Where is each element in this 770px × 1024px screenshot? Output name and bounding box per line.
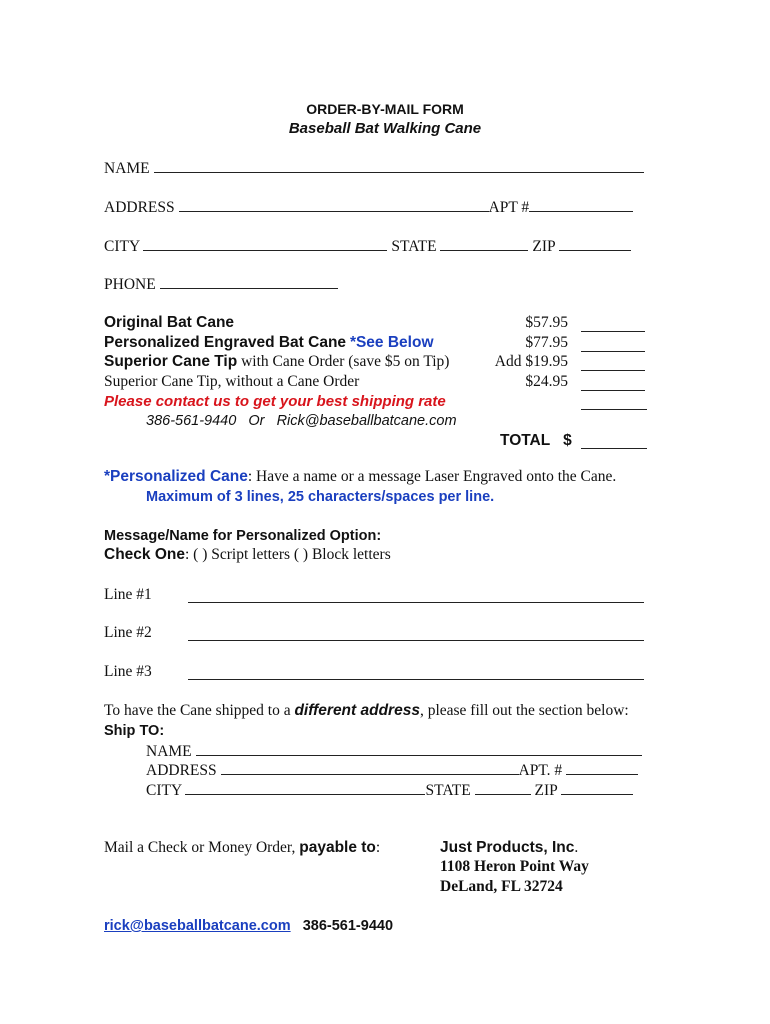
line-3-label: Line #3 — [104, 663, 152, 680]
company-city: DeLand, FL 32724 — [440, 878, 563, 895]
item-tip-alone-qty-field[interactable] — [581, 390, 645, 391]
footer-contact — [104, 916, 393, 936]
footer-phone: 386-561-9440 — [302, 918, 394, 934]
ship-zip-field[interactable] — [561, 779, 633, 795]
item-original-label: Original Bat Cane — [104, 314, 235, 331]
city-row — [104, 235, 631, 257]
contact-line: 386-561-9440 Or Rick@baseballbatcane.com — [146, 413, 457, 429]
mail-instruction-post: : — [375, 839, 381, 856]
phone-label: PHONE — [104, 276, 156, 293]
mail-instruction — [104, 838, 380, 858]
item-original-price: $57.95 — [525, 314, 568, 331]
mail-instruction-bold: payable to — [299, 839, 376, 856]
ship-name-field[interactable] — [196, 740, 642, 756]
item-tip-qty-field[interactable] — [581, 370, 645, 371]
check-one-row — [104, 545, 391, 565]
address-field[interactable] — [179, 196, 489, 212]
company-name: Just Products, Inc — [440, 839, 575, 856]
company-street: 1108 Heron Point Way — [440, 858, 589, 875]
state-field[interactable] — [440, 235, 528, 251]
personalized-limit: Maximum of 3 lines, 25 characters/spaces per line. — [146, 489, 495, 505]
name-field[interactable] — [154, 157, 644, 173]
company-name-suffix: . — [574, 839, 579, 856]
state-label: STATE — [391, 238, 437, 255]
check-one-label: Check One — [104, 546, 185, 563]
total-field[interactable] — [581, 448, 647, 449]
line-2-field[interactable] — [188, 640, 644, 641]
form-title: ORDER-BY-MAIL FORM — [306, 101, 464, 117]
ship-zip-label: ZIP — [534, 782, 558, 799]
see-below-note: *See Below — [349, 334, 434, 351]
line-3-field[interactable] — [188, 679, 644, 680]
item-personalized-qty-field[interactable] — [581, 351, 645, 352]
company-name-row — [440, 838, 578, 858]
total-row — [500, 431, 572, 451]
line-1-label: Line #1 — [104, 586, 152, 603]
zip-field[interactable] — [559, 235, 631, 251]
shipping-rate-note: Please contact us to get your best shipping rate — [104, 393, 446, 410]
line-1-field[interactable] — [188, 602, 644, 603]
personalized-desc-row — [104, 467, 616, 487]
item-original-qty-field[interactable] — [581, 331, 645, 332]
message-heading: Message/Name for Personalized Option: — [104, 528, 382, 544]
item-personalized-price: $77.95 — [525, 334, 568, 351]
city-label: CITY — [104, 238, 140, 255]
total-label: TOTAL — [500, 432, 551, 449]
letter-style-options[interactable]: : ( ) Script letters ( ) Block letters — [184, 546, 391, 563]
phone-field[interactable] — [160, 273, 338, 289]
item-personalized-row — [104, 333, 434, 353]
apt-field[interactable] — [529, 196, 633, 212]
ship-to-label: Ship TO: — [104, 723, 165, 739]
phone-row — [104, 273, 338, 295]
item-tip-label: Superior Cane Tip — [104, 353, 238, 370]
apt-label: APT # — [488, 199, 530, 216]
ship-city-label: CITY — [146, 782, 182, 799]
ship-state-label: STATE — [425, 782, 471, 799]
ship-apt-field[interactable] — [566, 759, 638, 775]
personalized-label: *Personalized Cane — [104, 468, 248, 485]
ship-address-row — [146, 759, 638, 781]
ship-apt-label: APT. # — [518, 762, 563, 779]
ship-address-field[interactable] — [221, 759, 519, 775]
ship-intro-emph: different address — [294, 702, 420, 719]
footer-email-link[interactable]: rick@baseballbatcane.com — [104, 918, 291, 934]
ship-intro-pre: To have the Cane shipped to a — [104, 702, 295, 719]
ship-name-label: NAME — [146, 743, 192, 760]
item-tip-price: Add $19.95 — [494, 353, 568, 370]
address-label: ADDRESS — [104, 199, 175, 216]
line-2-label: Line #2 — [104, 624, 152, 641]
city-field[interactable] — [143, 235, 387, 251]
ship-city-row — [146, 779, 633, 801]
personalized-desc: : Have a name or a message Laser Engraved onto the Cane. — [247, 468, 617, 485]
item-tip-row — [104, 352, 449, 372]
item-tip-alone-label: Superior Cane Tip, without a Cane Order — [104, 373, 360, 390]
form-subtitle: Baseball Bat Walking Cane — [288, 120, 482, 137]
mail-instruction-pre: Mail a Check or Money Order, — [104, 839, 300, 856]
item-personalized-label: Personalized Engraved Bat Cane — [104, 334, 347, 351]
address-row — [104, 196, 633, 218]
ship-city-field[interactable] — [185, 779, 425, 795]
item-tip-suffix: with Cane Order (save $5 on Tip) — [237, 353, 450, 370]
shipping-amount-field[interactable] — [581, 409, 647, 410]
zip-label: ZIP — [532, 238, 556, 255]
name-label: NAME — [104, 160, 150, 177]
ship-state-field[interactable] — [475, 779, 531, 795]
item-tip-alone-price: $24.95 — [525, 373, 568, 390]
total-currency: $ — [563, 432, 572, 449]
ship-intro — [104, 701, 629, 721]
ship-address-label: ADDRESS — [146, 762, 217, 779]
name-row — [104, 157, 644, 179]
ship-intro-post: , please fill out the section below: — [419, 702, 629, 719]
